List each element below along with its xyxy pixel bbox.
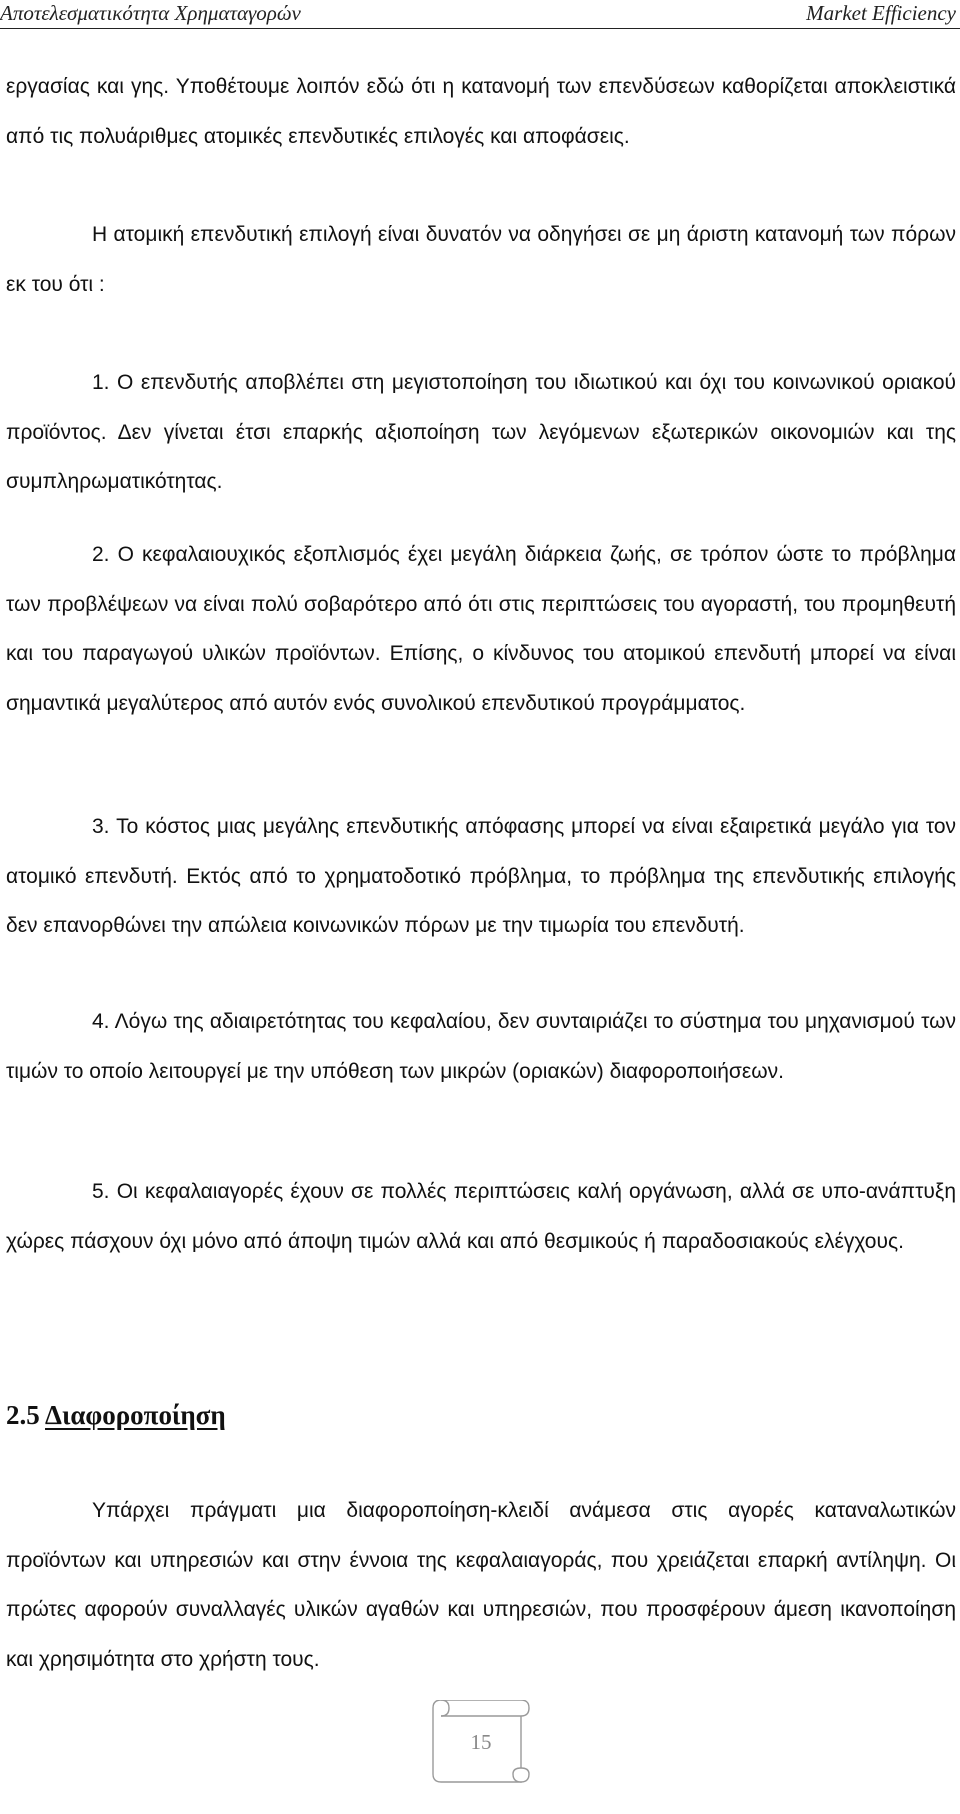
- paragraph-continuation: εργασίας και γης. Υποθέτουμε λοιπόν εδώ ότι η κατανομή των επενδύσεων καθορίζεται αποκλειστικά από τις πολυάριθμες ατομικές επενδυτικές επιλογές και αποφάσεις.: [6, 75, 956, 148]
- page-number: 15: [470, 1730, 492, 1754]
- list-item-1: 1. Ο επενδυτής αποβλέπει στη μεγιστοποίηση του ιδιωτικού και όχι του κοινωνικού οριακού προϊόντος. Δεν γίνεται έτσι επαρκής αξιοποίηση των λεγόμενων εξωτερικών οικονομιών και της συμπληρωματικότητας.: [6, 371, 956, 493]
- paragraph-intro-list: Η ατομική επενδυτική επιλογή είναι δυνατόν να οδηγήσει σε μη άριστη κατανομή των πόρων εκ του ότι :: [6, 223, 956, 296]
- section-heading: [6, 1398, 226, 1432]
- list-item-2: 2. Ο κεφαλαιουχικός εξοπλισμός έχει μεγάλη διάρκεια ζωής, σε τρόπον ώστε το πρόβλημα των προβλέψεων να είναι πολύ σοβαρότερο από ότι στις περιπτώσεις του αγοραστή, του προμηθευτή και του παραγωγού υλικών προϊόντων. Επίσης, ο κίνδυνος του ατομικού επενδυτή μπορεί να είναι σημαντικά μεγαλύτερος από αυτόν ενός συνολικού επενδυτικού προγράμματος.: [6, 543, 956, 715]
- section-paragraph: Υπάρχει πράγματι μια διαφοροποίηση-κλειδί ανάμεσα στις αγορές καταναλωτικών προϊόντων και υπηρεσιών και στην έννοια της κεφαλαιαγοράς, που χρειάζεται επαρκή αντίληψη. Οι πρώτες αφορούν συναλλαγές υλικών αγαθών και υπηρεσιών, που προσφέρουν άμεση ικανοποίηση και χρησιμότητα στο χρήστη τους.: [6, 1499, 956, 1671]
- list-item-5: 5. Οι κεφαλαιαγορές έχουν σε πολλές περιπτώσεις καλή οργάνωση, αλλά σε υπο-ανάπτυξη χώρες πάσχουν όχι μόνο από άποψη τιμών αλλά και από θεσμικούς ή παραδοσιακούς ελέγχους.: [6, 1180, 956, 1253]
- page-number-scroll: [425, 1700, 537, 1784]
- section-number: 2.5: [6, 1400, 40, 1430]
- header-title-english: Market Efficiency: [806, 1, 956, 25]
- section-title: Διαφοροποίηση: [45, 1400, 226, 1430]
- running-header: [0, 0, 960, 28]
- header-title-greek: Αποτελεσματικότητα Χρηματαγορών: [0, 1, 301, 25]
- list-item-3: 3. Το κόστος μιας μεγάλης επενδυτικής απόφασης μπορεί να είναι εξαιρετικά μεγάλο για τον ατομικό επενδυτή. Εκτός από το χρηματοδοτικό πρόβλημα, το πρόβλημα της επενδυτικής επιλογής δεν επανορθώνει την απώλεια κοινωνικών πόρων με την τιμωρία του επενδυτή.: [6, 815, 956, 937]
- header-divider: [0, 28, 960, 29]
- list-item-4: 4. Λόγω της αδιαιρετότητας του κεφαλαίου, δεν συνταιριάζει το σύστημα του μηχανισμού των τιμών το οποίο λειτουργεί με την υπόθεση των μικρών (οριακών) διαφοροποιήσεων.: [6, 1010, 956, 1083]
